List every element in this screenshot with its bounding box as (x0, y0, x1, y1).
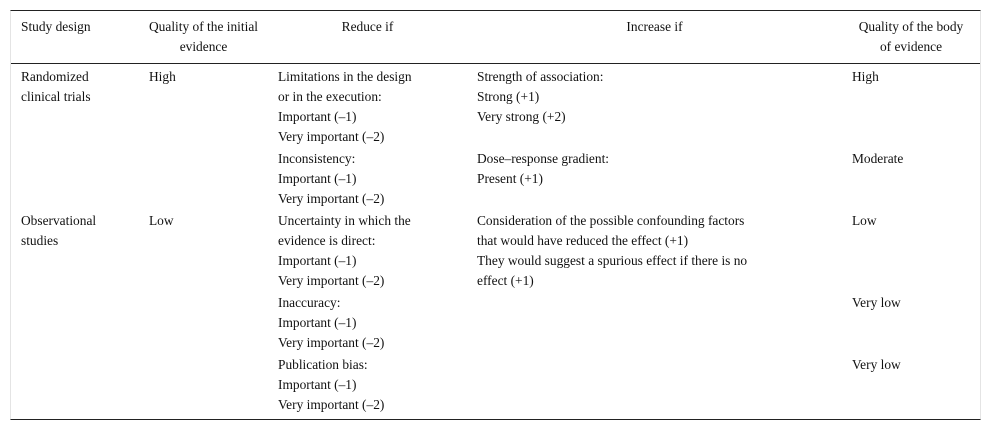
initial-quality-cell: High (149, 69, 176, 84)
reduce-line: Limitations in the design (278, 69, 412, 84)
header-reduce-if: Reduce if (268, 11, 467, 64)
increase-line: that would have reduced the effect (+1) (477, 233, 689, 248)
reduce-line: or in the execution: (278, 89, 382, 104)
reduce-line: Important (–1) (278, 377, 357, 392)
header-study-design: Study design (11, 11, 139, 64)
increase-line: Very strong (+2) (477, 109, 566, 124)
reduce-line: Important (–1) (278, 253, 357, 268)
reduce-line: Uncertainty in which the (278, 213, 411, 228)
increase-line: They would suggest a spurious effect if there is no (477, 253, 748, 268)
increase-line: Dose–response gradient: (477, 151, 610, 166)
reduce-cell (268, 147, 467, 209)
reduce-cell (268, 291, 467, 353)
reduce-line: Important (–1) (278, 109, 357, 124)
reduce-cell (268, 64, 467, 148)
header-increase-if: Increase if (467, 11, 842, 64)
study-design-line: Observational (21, 213, 97, 228)
reduce-line: Inconsistency: (278, 151, 356, 166)
evidence-quality-table-frame (10, 10, 981, 420)
increase-cell (467, 353, 842, 415)
increase-cell (467, 64, 842, 148)
study-design-line: Randomized (21, 69, 89, 84)
increase-cell (467, 291, 842, 353)
increase-line: Consideration of the possible confounding factors (477, 213, 745, 228)
table-row (11, 64, 980, 148)
increase-line: Strength of association: (477, 69, 604, 84)
study-design-cell (11, 64, 139, 210)
reduce-line: Very important (–2) (278, 397, 385, 412)
increase-line: Present (+1) (477, 171, 543, 186)
increase-line: effect (+1) (477, 273, 534, 288)
table-row (11, 209, 980, 291)
reduce-line: evidence is direct: (278, 233, 376, 248)
reduce-line: Very important (–2) (278, 191, 385, 206)
reduce-line: Very important (–2) (278, 335, 385, 350)
table-header-row (11, 11, 980, 64)
reduce-cell (268, 353, 467, 415)
increase-cell (467, 147, 842, 209)
study-design-cell (11, 209, 139, 415)
body-quality-cell: Very low (852, 357, 901, 372)
reduce-line: Very important (–2) (278, 273, 385, 288)
header-initial-quality: Quality of the initial evidence (139, 11, 268, 64)
reduce-line: Important (–1) (278, 171, 357, 186)
body-quality-cell: Moderate (852, 151, 904, 166)
body-quality-cell: High (852, 69, 879, 84)
study-design-line: studies (21, 233, 59, 248)
study-design-line: clinical trials (21, 89, 91, 104)
reduce-line: Important (–1) (278, 315, 357, 330)
header-body-quality: Quality of the body of evidence (842, 11, 980, 64)
initial-quality-cell: Low (149, 213, 174, 228)
reduce-line: Inaccuracy: (278, 295, 341, 310)
reduce-line: Publication bias: (278, 357, 368, 372)
increase-line: Strong (+1) (477, 89, 540, 104)
evidence-quality-table (11, 11, 980, 415)
body-quality-cell: Very low (852, 295, 901, 310)
body-quality-cell: Low (852, 213, 877, 228)
reduce-cell (268, 209, 467, 291)
increase-cell (467, 209, 842, 291)
reduce-line: Very important (–2) (278, 129, 385, 144)
